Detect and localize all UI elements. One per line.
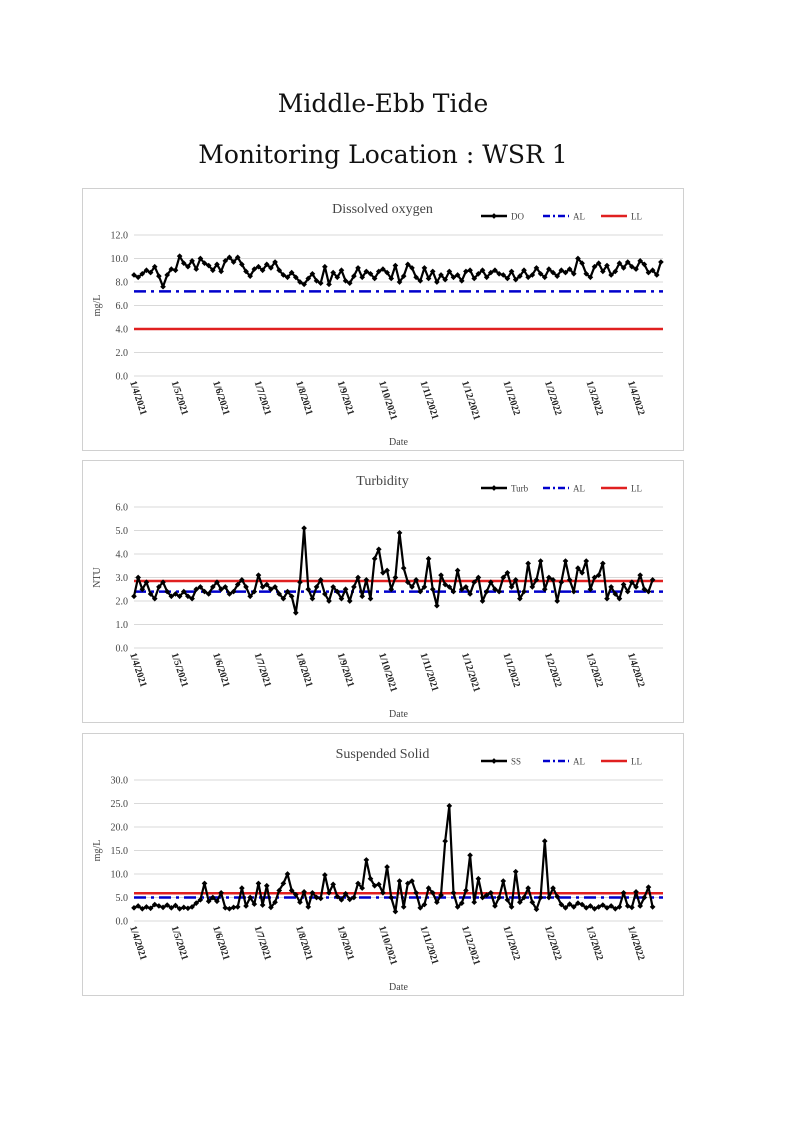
x-axis-label: Date	[389, 709, 408, 720]
series-ss-point	[650, 904, 656, 910]
x-tick-label: 1/3/2022	[583, 924, 605, 962]
series-do-point	[658, 259, 664, 265]
x-tick-label: 1/5/2021	[168, 379, 191, 417]
x-tick-label: 1/6/2021	[210, 379, 232, 417]
legend-marker-ss	[491, 758, 497, 764]
x-tick-label: 1/9/2021	[334, 379, 357, 417]
x-tick-label: 1/12/2021	[459, 924, 483, 967]
series-turb-point	[554, 598, 560, 604]
series-ss-point	[393, 909, 399, 915]
chart-title: Suspended Solid	[335, 747, 430, 762]
series-ss-point	[202, 881, 208, 887]
x-tick-label: 1/7/2021	[251, 924, 274, 962]
x-tick-label: 1/9/2021	[334, 651, 357, 689]
x-axis-label: Date	[389, 982, 408, 993]
x-tick-label: 1/12/2021	[459, 651, 483, 694]
series-do-point	[322, 264, 328, 270]
chart-title: Turbidity	[356, 474, 409, 489]
legend-marker-do	[491, 213, 497, 219]
legend-label-al: AL	[573, 483, 585, 494]
x-tick-label: 1/2/2022	[542, 651, 564, 689]
x-tick-label: 1/7/2021	[251, 651, 274, 689]
y-tick-label: 10.0	[110, 869, 128, 881]
x-tick-label: 1/4/2022	[625, 651, 647, 689]
series-do-point	[393, 263, 399, 269]
series-turb-point	[455, 568, 461, 574]
series-turb-point	[293, 610, 299, 616]
y-tick-label: 0.0	[115, 643, 128, 655]
series-turb-point	[393, 575, 399, 581]
series-ss-point	[397, 878, 403, 884]
series-do-point	[173, 267, 179, 273]
y-tick-label: 12.0	[110, 230, 128, 242]
x-tick-label: 1/10/2021	[376, 924, 400, 967]
chart-suspended-solid	[82, 733, 684, 996]
legend-label-al: AL	[573, 211, 585, 222]
series-do-point	[422, 265, 428, 271]
series-ss-point	[322, 872, 328, 878]
x-tick-label: 1/4/2022	[625, 924, 647, 962]
series-ss-point	[388, 895, 394, 901]
y-tick-label: 4.0	[115, 549, 128, 561]
x-tick-label: 1/1/2022	[500, 379, 523, 417]
series-ss-point	[222, 905, 228, 911]
x-tick-label: 1/2/2022	[542, 924, 564, 962]
series-ss-point	[260, 902, 266, 908]
legend-label-turb: Turb	[511, 483, 529, 494]
x-axis-label: Date	[389, 437, 408, 448]
series-ss-point	[401, 904, 407, 910]
series-turb-point	[347, 598, 353, 604]
series-ss-point	[364, 857, 370, 863]
series-ss-point	[235, 904, 241, 910]
y-tick-label: 5.0	[115, 893, 128, 904]
series-ss-point	[542, 838, 548, 844]
series-turb-point	[131, 593, 137, 599]
series-turb-point	[434, 603, 440, 609]
x-tick-label: 1/8/2021	[293, 924, 315, 962]
y-tick-label: 10.0	[110, 254, 128, 265]
series-ss-point	[621, 890, 627, 896]
y-axis-label: mg/L	[92, 294, 103, 317]
series-turb-point	[538, 558, 544, 564]
y-tick-label: 30.0	[110, 775, 128, 787]
x-tick-label: 1/11/2021	[417, 651, 441, 693]
legend-label-ll: LL	[631, 483, 642, 494]
series-ss-point	[413, 890, 419, 896]
x-tick-label: 1/4/2022	[625, 379, 647, 417]
y-tick-label: 25.0	[110, 799, 128, 810]
legend-label-do: DO	[511, 211, 524, 222]
x-tick-label: 1/3/2022	[583, 651, 605, 689]
x-tick-label: 1/11/2021	[417, 924, 441, 966]
chart-svg-turbidity	[83, 461, 683, 722]
page-title: Middle-Ebb Tide	[277, 89, 489, 118]
x-tick-label: 1/9/2021	[334, 924, 357, 962]
y-axis-label: NTU	[92, 567, 103, 588]
legend-label-ll: LL	[631, 756, 642, 767]
series-ss-point	[239, 885, 245, 891]
y-tick-label: 20.0	[110, 822, 128, 834]
y-tick-label: 0.0	[115, 371, 128, 383]
series-turb-point	[600, 561, 606, 567]
x-tick-label: 1/1/2022	[500, 651, 523, 689]
series-turb-point	[583, 558, 589, 564]
page-subtitle: Monitoring Location : WSR 1	[198, 140, 568, 169]
series-ss-point	[476, 876, 482, 882]
x-tick-label: 1/7/2021	[251, 379, 274, 417]
x-tick-label: 1/10/2021	[376, 379, 400, 422]
x-tick-label: 1/8/2021	[293, 651, 315, 689]
series-ss-point	[538, 895, 544, 901]
y-tick-label: 6.0	[115, 502, 128, 514]
x-tick-label: 1/10/2021	[376, 651, 400, 694]
y-tick-label: 8.0	[115, 277, 128, 289]
legend-label-ss: SS	[511, 756, 522, 767]
chart-dissolved-oxygen	[82, 188, 684, 451]
x-tick-label: 1/4/2021	[127, 379, 149, 417]
series-turb-line	[134, 528, 653, 613]
series-ss-point	[442, 838, 448, 844]
chart-svg-dissolved-oxygen	[83, 189, 683, 450]
x-tick-label: 1/12/2021	[459, 379, 483, 422]
series-turb-point	[135, 575, 141, 581]
x-tick-label: 1/5/2021	[168, 924, 191, 962]
series-ss-point	[467, 852, 473, 858]
legend-label-al: AL	[573, 756, 585, 767]
series-ss-point	[305, 904, 311, 910]
series-turb-point	[563, 558, 569, 564]
series-turb-point	[571, 589, 577, 595]
chart-turbidity	[82, 460, 684, 723]
y-tick-label: 15.0	[110, 846, 128, 857]
series-ss-point	[451, 890, 457, 896]
y-tick-label: 2.0	[115, 596, 128, 608]
series-turb-point	[359, 593, 365, 599]
series-ss-point	[646, 884, 652, 890]
x-tick-label: 1/3/2022	[583, 379, 605, 417]
series-turb-point	[525, 561, 531, 567]
legend-label-ll: LL	[631, 211, 642, 222]
y-tick-label: 3.0	[115, 573, 128, 584]
series-ss-point	[264, 883, 270, 889]
y-tick-label: 4.0	[115, 324, 128, 336]
series-ss-point	[384, 864, 390, 870]
y-tick-label: 6.0	[115, 301, 128, 312]
y-tick-label: 2.0	[115, 348, 128, 359]
x-tick-label: 1/5/2021	[168, 651, 191, 689]
series-ss-point	[500, 878, 506, 884]
x-tick-label: 1/6/2021	[210, 924, 232, 962]
x-tick-label: 1/11/2021	[417, 379, 441, 421]
y-tick-label: 5.0	[115, 526, 128, 537]
series-turb-point	[426, 556, 432, 562]
x-tick-label: 1/6/2021	[210, 651, 232, 689]
y-tick-label: 0.0	[115, 916, 128, 928]
series-ss-point	[256, 881, 262, 887]
x-tick-label: 1/2/2022	[542, 379, 564, 417]
series-ss-point	[471, 899, 477, 905]
x-tick-label: 1/1/2022	[500, 924, 523, 962]
x-tick-label: 1/4/2021	[127, 651, 149, 689]
legend-marker-turb	[491, 485, 497, 491]
x-tick-label: 1/4/2021	[127, 924, 149, 962]
chart-title: Dissolved oxygen	[332, 202, 433, 217]
y-tick-label: 1.0	[115, 620, 128, 631]
y-axis-label: mg/L	[92, 839, 103, 862]
series-turb-point	[401, 565, 407, 571]
chart-svg-suspended-solid	[83, 734, 683, 995]
x-tick-label: 1/8/2021	[293, 379, 315, 417]
